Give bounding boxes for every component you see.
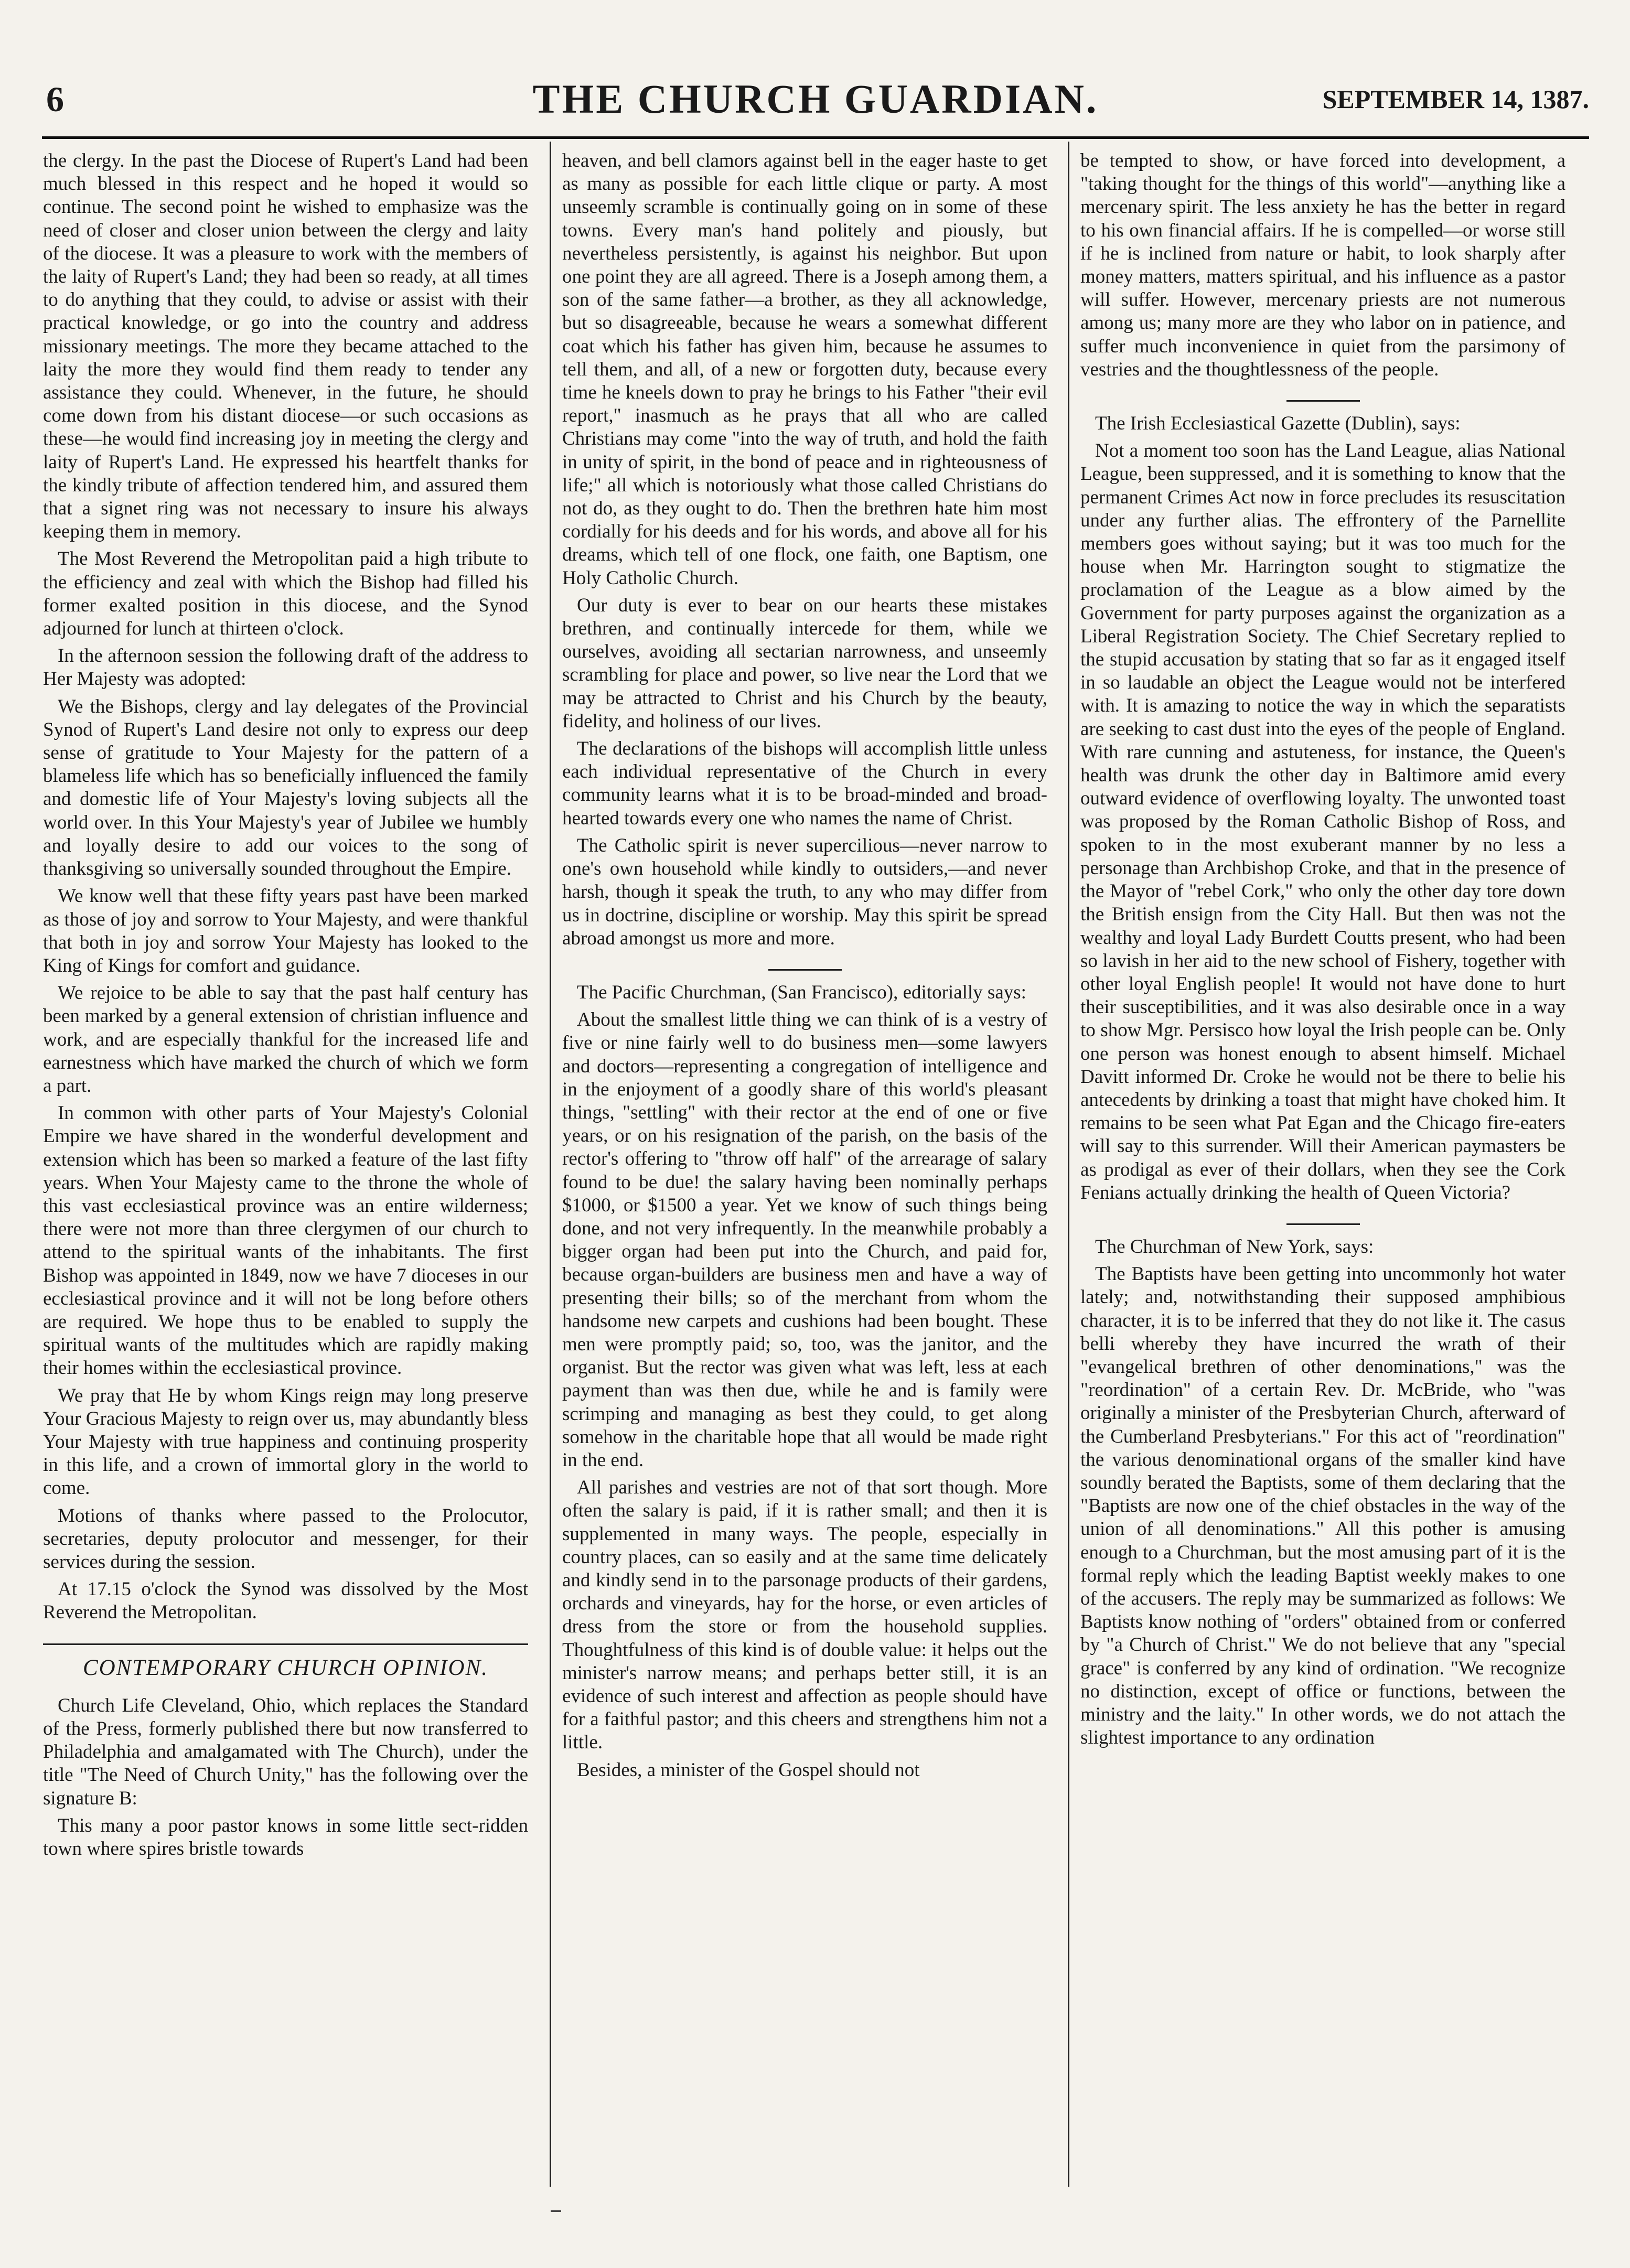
paragraph: Not a moment too soon has the Land League, alias National League, been suppressed, and it is something to know that the permanent Crimes Act now in force precludes its resuscitation under any further alias. The effrontery of the Parnellite members goes without saying; but it was too much for the house when Mr. Harrington sought to stigmatize the proclamation of the League as a blow aimed by the Government for party purposes against the organization as a Liberal Registration Society. The Chief Secretary replied to the stupid accusation by stating that so far as it engaged itself in so laudable an object the League would not be interfered with. It is amazing to notice the way in which the separatists are seeking to cast dust into the eyes of the people of England. With rare cunning and astuteness, for instance, the Queen's health was drunk the other day in Baltimore amid every outward evidence of overflowing loyalty. The unwonted toast was proposed by the Roman Catholic Bishop of Ross, and spoken to in the most exuberant manner by no less a personage than Archbishop Croke, and that in the presence of the Mayor of "rebel Cork," who only the other day tore down the British ensign from the City Hall. But then was not the wealthy and loyal Lady Burdett Coutts present, who had been so lavish in her aid to the new school of Fishery, together with other loyal English people! It would not have done to hurt their susceptibilities, and it was also desirable once in a way to show Mgr. Persisco how loyal the Irish people can be. Only one person was honest enough to absent himself. Michael Davitt informed Dr. Croke he would not be there to belie his antecedents by drinking a toast that might have choked him. It remains to be seen what Pat Egan and the Chicago fire-eaters will say to this surrender. Will their American paymasters be as prodigal as ever of their dollars, when they see the Cork Fenians actually drinking the health of Queen Victoria?: [1080, 440, 1565, 1203]
paragraph: The Baptists have been getting into uncommonly hot water lately; and, notwithstanding their supposed amphibious character, it is to be inferred that they do not like it. The casus belli whereby they have incurred the wrath of their "evangelical brethren of other denominations," was the "reordination" of a certain Rev. Dr. McBride, who "was originally a minister of the Presbyterian Church, afterward of the Cumberland Presbyterians." For this act of "reordination" the various denominational organs of the smaller kind have soundly berated the Baptists, some of them declaring that the "Baptists are now one of the chief obstacles in the way of the union of all denominations." All this pother is amusing enough to a Churchman, but the most amusing part of it is the formal reply which the leading Baptist weekly makes to one of the accusers. The reply may be summarized as follows: We Baptists know nothing of "orders" obtained from or conferred by "a Church of Christ." We do not believe that any "special grace" is conferred by any kind of ordination. "We recognize no distinction, except of office or functions, between the ministry and the laity." In other words, we do not attach the slightest importance to any ordination: [1080, 1263, 1565, 1749]
paragraph: We know well that these fifty years past have been marked as those of joy and sorrow to Your Majesty, and were thankful that both in joy and sorrow Your Majesty has looked to the King of Kings for comfort and guidance.: [43, 885, 528, 976]
column-1: [43, 149, 528, 2179]
paragraph: Besides, a minister of the Gospel should not: [577, 1759, 920, 1781]
section-heading: CONTEMPORARY CHURCH OPINION.: [43, 1643, 528, 1680]
paragraph: All parishes and vestries are not of that sort though. More often the salary is paid, if it is rather small; and then it is supplemented in many ways. The people, especially in country places, can so easily and at the same time delicately and kindly send in to the parsonage products of their gardens, orchards and vineyards, hay for the horse, or even articles of dress from the store or from the household supplies. Thoughtfulness of this kind is of double value: it helps out the minister's narrow means; and perhaps better still, it is an evidence of such interest and affection as people should have for a faithful pastor; and this cheers and strengthens him not a little.: [562, 1477, 1047, 1754]
paragraph: Church Life Cleveland, Ohio, which replaces the Standard of the Press, formerly published there but now transferred to Philadelphia and amalgamated with The Church), under the title "The Need of Church Unity," has the following over the signature B:: [43, 1694, 528, 1809]
column-rule: [550, 142, 551, 2187]
paragraph: The declarations of the bishops will accomplish little unless each individual representative of the Church in every community learns what it is to be broad-minded and broad-hearted towards every one who names the name of Christ.: [562, 738, 1047, 829]
column-2: [562, 149, 1047, 2179]
paragraph: The Churchman of New York, says:: [1095, 1235, 1374, 1257]
paragraph: the clergy. In the past the Diocese of Rupert's Land had been much blessed in this respect and he hoped it would so continue. The second point he wished to emphasize was the need of closer and closer union between the clergy and laity of the diocese. It was a pleasure to work with the members of the laity of Rupert's Land; they had been so ready, at all times to do anything that they could, to advise or assist with their practical knowledge, or go into the country and address missionary meetings. The more they became attached to the laity the more they would find them ready to tender any assistance they could. Whenever, in the future, he should come down from his distant diocese—or such occasions as these—he would find increasing joy in meeting the clergy and laity of Rupert's Land. He expressed his heartfelt thanks for the kindly tribute of affection tendered him, and assured them that a signet ring was not necessary to insure his always keeping them in memory.: [43, 150, 528, 543]
paragraph: The Pacific Churchman, (San Francisco), editorially says:: [577, 981, 1026, 1003]
article-separator: [768, 969, 842, 971]
paragraph: The Irish Ecclesiastical Gazette (Dublin), says:: [1095, 413, 1461, 435]
paragraph: We the Bishops, clergy and lay delegates of the Provincial Synod of Rupert's Land desire not only to express our deep sense of gratitude to Your Majesty for the pattern of a blameless life which has so beneficially influenced the family and domestic life of Your Majesty's loving subjects all the world over. In this Your Majesty's year of Jubilee we humbly and loyally desire to add our voices to the song of thanksgiving so universally sounded throughout the Empire.: [43, 695, 528, 880]
paragraph: The Catholic spirit is never supercilious—never narrow to one's own household while kindly to outsiders,—and never harsh, though it speak the truth, to any who may differ from us in doctrine, discipline or worship. May this spirit be spread abroad amongst us more and more.: [562, 834, 1047, 949]
paragraph: In the afternoon session the following draft of the address to Her Majesty was adopted:: [43, 645, 528, 690]
masthead-title: THE CHURCH GUARDIAN.: [532, 76, 1099, 122]
paragraph: About the smallest little thing we can think of is a vestry of five or nine fairly well to do business men—some lawyers and doctors—representing a congregation of intelligence and in the enjoyment of a goodly share of this world's pleasant things, "settling" with their rector at the end of one or five years, or on his resignation of the parish, on the basis of the rector's offering to "throw off half" of the arrearage of salary found to be due! the salary having been nominally perhaps $1000, or $1500 a year. Yet we know of such things being done, and not very infrequently. In the meanwhile probably a bigger organ had been put into the Church, and paid for, because organ-builders are business men and have a way of presenting their bills; so of the merchant from whom the handsome new carpets and cushions had been bought. These men were promptly paid; so, too, was the janitor, and the organist. But the rector was given what was left, less at each payment than was then due, while he and is family were scrimping and managing as best they could, to get along somehow in the charitable hope that all would be made right in the end.: [562, 1009, 1047, 1471]
paragraph: Motions of thanks where passed to the Prolocutor, secretaries, deputy prolocutor and messenger, for their services during the session.: [43, 1504, 528, 1573]
paragraph: Our duty is ever to bear on our hearts these mistakes brethren, and continually intercede for them, while we ourselves, avoiding all sectarian narrowness, and unseemly scrambling for place and power, so live near the Lord that we may be attracted to Christ and his Church by the beauty, fidelity, and holiness of our lives.: [562, 594, 1047, 732]
page-number: 6: [46, 79, 64, 119]
issue-date: SEPTEMBER 14, 1387.: [1322, 84, 1589, 114]
column-rule: [1068, 142, 1069, 2187]
paragraph: We rejoice to be able to say that the past half century has been marked by a general extension of christian influence and work, and are especially thankful for the increased life and earnestness which have marked the church of which we form a part.: [43, 982, 528, 1097]
article-separator: [1286, 1223, 1360, 1225]
paragraph: At 17.15 o'clock the Synod was dissolved by the Most Reverend the Metropolitan.: [43, 1578, 528, 1624]
paragraph: The Most Reverend the Metropolitan paid a high tribute to the efficiency and zeal with which the Bishop had filled his former exalted position in this diocese, and the Synod adjourned for lunch at thirteen o'clock.: [43, 548, 528, 640]
paragraph: This many a poor pastor knows in some little sect-ridden town where spires bristle towards: [43, 1814, 528, 1860]
paragraph: We pray that He by whom Kings reign may long preserve Your Gracious Majesty to reign over us, may abundantly bless Your Majesty with true happiness and continuing prosperity in this life, and a crown of immortal glory in the world to come.: [43, 1384, 528, 1499]
paragraph: be tempted to show, or have forced into development, a "taking thought for the things of this world"—anything like a mercenary spirit. The less anxiety he has the better in regard to his own financial affairs. If he is compelled—or worse still if he is inclined from nature or habit, to look sharply after money matters, matters spiritual, and his influence as a pastor will suffer. However, mercenary priests are not numerous among us; many more are they who labor on in patience, and suffer much inconvenience in quiet from the parsimony of vestries and the thoughtlessness of the people.: [1080, 150, 1565, 380]
article-separator: [1286, 400, 1360, 402]
paragraph: heaven, and bell clamors against bell in the eager haste to get as many as possible for each little clique or party. A most unseemly scramble is continually going on in some of these towns. Every man's hand politely and piously, but nevertheless persistently, is against his neighbor. But upon one point they are all agreed. There is a Joseph among them, a son of the same father—a brother, as they all acknowledge, but so disagreeable, because he wears a somewhat different coat which his father has given him, because he assumes to tell them, and all, of a new or forgotten duty, because every time he kneels down to pray he brings to his Father "their evil report," inasmuch as he prays that all who are called Christians may come "into the way of truth, and hold the faith in unity of spirit, in the bond of peace and in righteousness of life;" all which is notoriously what those called Christians do not do, as they ought to do. Then the brethren hate him most cordially for his deeds and for his words, and above all for his dreams, which tell of one flock, one faith, one Baptism, one Holy Catholic Church.: [562, 150, 1047, 589]
column-3: [1080, 149, 1565, 2179]
paragraph: In common with other parts of Your Majesty's Colonial Empire we have shared in the wonderful development and extension which has been so marked a feature of the last fifty years. When Your Majesty came to the throne the whole of this vast ecclesiastical province was an entire wilderness; there were not more than three clergymen of our church to attend to the spiritual wants of the inhabitants. The first Bishop was appointed in 1849, now we have 7 dioceses in our ecclesiastical province and it will not be long before others are required. We hope thus to be enabled to supply the spiritual wants of the multitudes which are rapidly making their homes within the ecclesiastical province.: [43, 1102, 528, 1379]
footer-mark: [551, 2210, 561, 2212]
page-header: [42, 76, 1589, 139]
